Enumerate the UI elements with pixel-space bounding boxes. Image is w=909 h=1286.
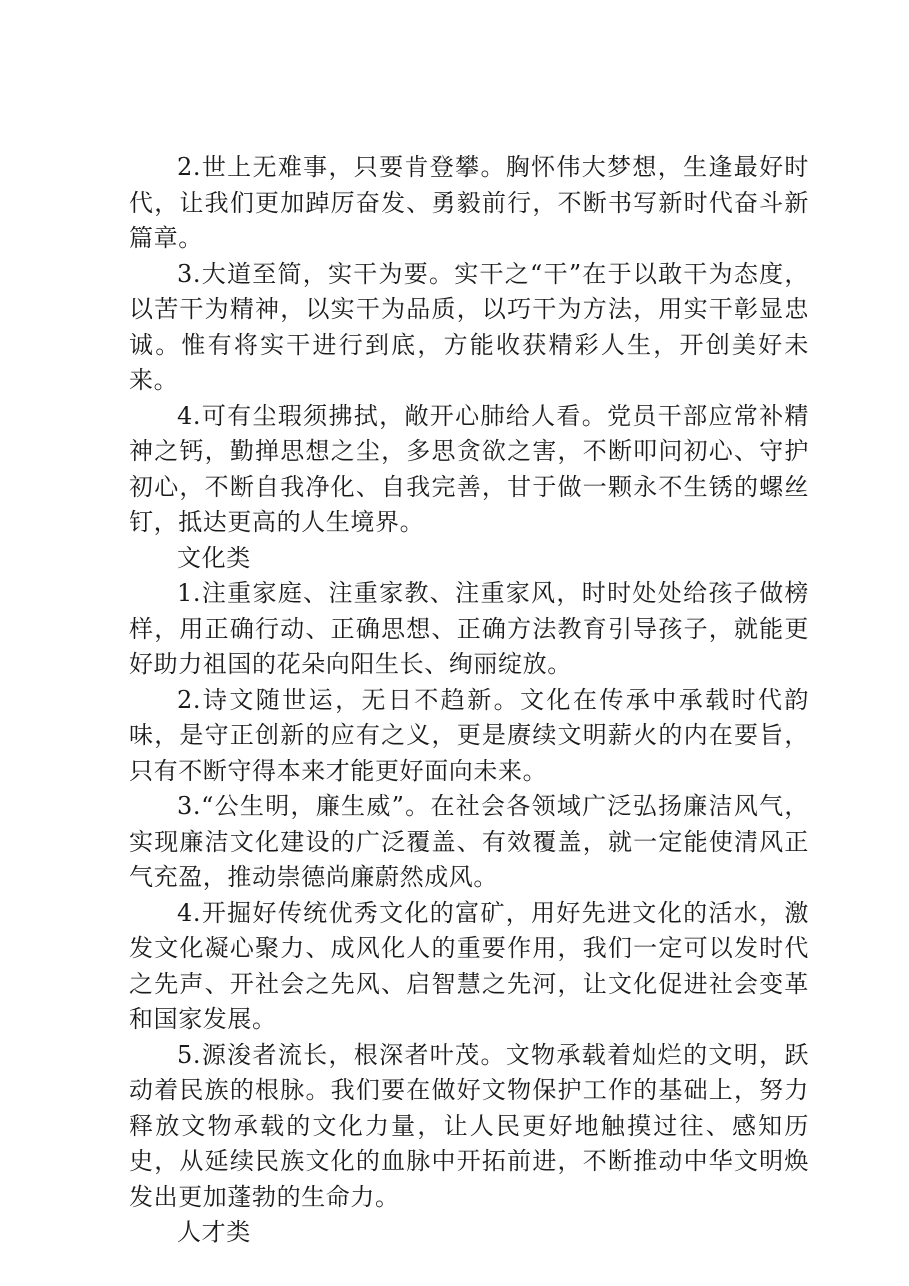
paragraph-shi-shang-wu-nan-shi: 2.世上无难事，只要肯登攀。胸怀伟大梦想，生逢最好时代，让我们更加踔厉奋发、勇毅前行，不断书写新时代奋斗新篇章。 xyxy=(129,153,809,252)
paragraph-kai-jue-chuan-tong-wen-hua: 4.开掘好传统优秀文化的富矿，用好先进文化的活水，激发文化凝心聚力、成风化人的重要作用，我们一定可以发时代之先声、开社会之先风、启智慧之先河，让文化促进社会变革和国家发展。 xyxy=(129,898,809,1033)
paragraph-yuan-jun-zhe-liu-chang: 5.源浚者流长，根深者叶茂。文物承载着灿烂的文明，跃动着民族的根脉。我们要在做好文物保护工作的基础上，努力释放文物承载的文化力量，让人民更好地触摸过往、感知历史，从延续民族文化的血脉中开拓前进，不断推动中华文明焕发出更加蓬勃的生命力。 xyxy=(129,1040,809,1211)
section-heading-talent: 人才类 xyxy=(177,1218,251,1246)
paragraph-da-dao-zhi-jian: 3.大道至简，实干为要。实干之“干”在于以敢干为态度，以苦干为精神，以实干为品质，以巧干为方法，用实干彰显忠诚。惟有将实干进行到底，方能收获精彩人生，开创美好未来。 xyxy=(129,259,809,394)
paragraph-shi-wen-sui-shi-yun: 2.诗文随世运，无日不趋新。文化在传承中承载时代韵味，是守正创新的应有之义，更是赓续文明薪火的内在要旨，只有不断守得本来才能更好面向未来。 xyxy=(129,685,809,785)
document-body xyxy=(129,150,809,1251)
section-heading-culture: 文化类 xyxy=(177,543,251,572)
paragraph-gong-sheng-ming: 3.“公生明，廉生威”。在社会各领域广泛弘扬廉洁风气，实现廉洁文化建设的广泛覆盖、有效覆盖，就一定能使清风正气充盈，推动崇德尚廉蔚然成风。 xyxy=(129,792,809,891)
paragraph-ke-you-chen-xia: 4.可有尘瑕须拂拭，敞开心肺给人看。党员干部应常补精神之钙，勤掸思想之尘，多思贪欲之害，不断叩问初心、守护初心，不断自我净化、自我完善，甘于做一颗永不生锈的螺丝钉，抵达更高的人生境界。 xyxy=(129,401,809,536)
paragraph-zhu-zhong-jia-ting: 1.注重家庭、注重家教、注重家风，时时处处给孩子做榜样，用正确行动、正确思想、正确方法教育引导孩子，就能更好助力祖国的花朵向阳生长、绚丽绽放。 xyxy=(129,579,809,678)
